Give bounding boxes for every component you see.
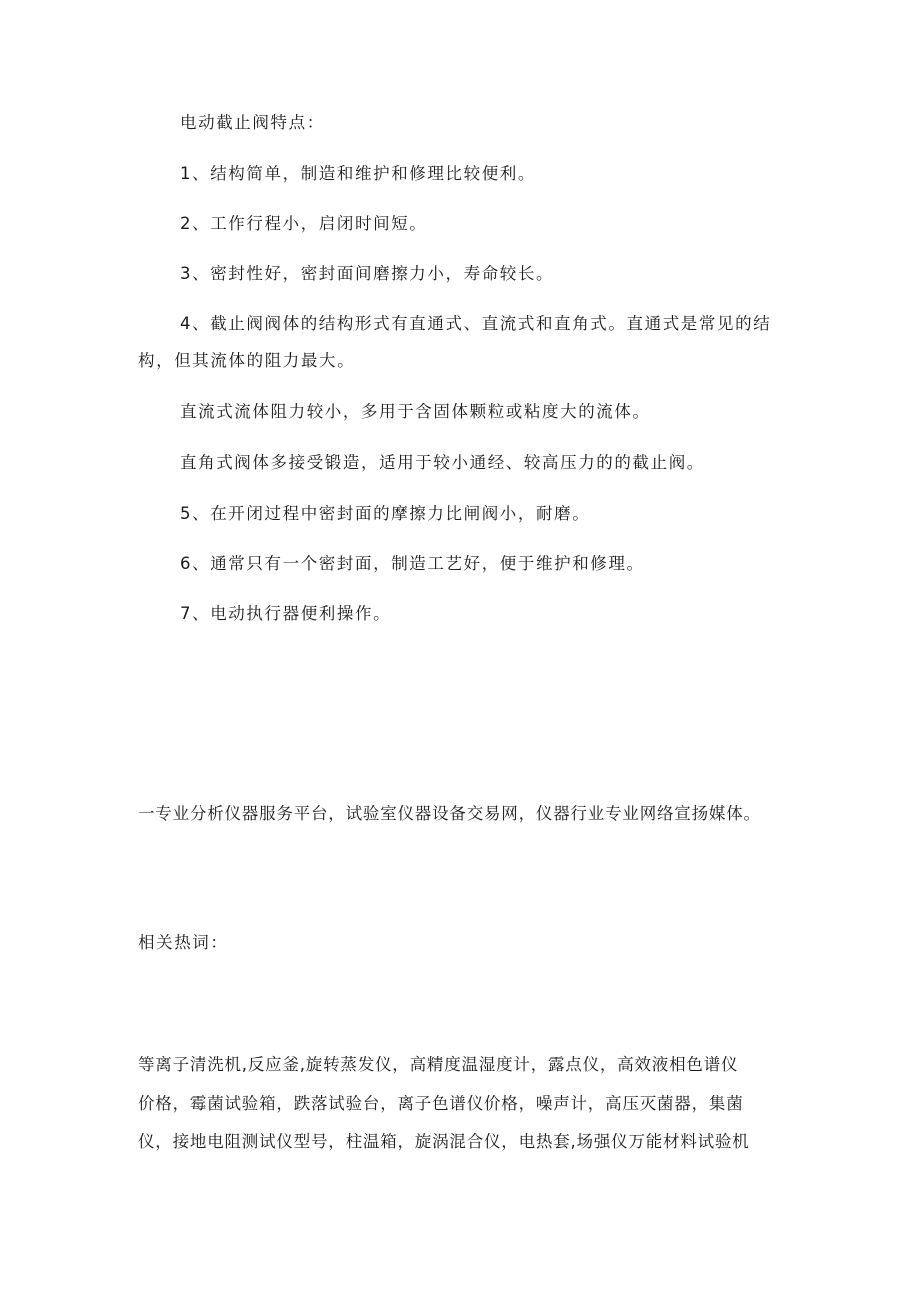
section-title: 电动截止阀特点： (180, 113, 325, 132)
feature-item-4-straight-flow: 直流式流体阻力较小，多用于含固体颗粒或粘度大的流体。 (180, 402, 651, 421)
feature-item-4-line-2: 构，但其流体的阻力最大。 (138, 351, 356, 370)
feature-item-6: 6、通常只有一个密封面，制造工艺好，便于维护和修理。 (180, 554, 645, 573)
keywords-heading: 相关热词： (138, 933, 229, 952)
feature-item-3: 3、密封性好，密封面间磨擦力小，寿命较长。 (180, 264, 555, 283)
keywords-line-1: 等离子清洗机,反应釜,旋转蒸发仪，高精度温湿度计，露点仪，高效液相色谱仪 (138, 1055, 739, 1074)
keywords-line-2: 价格，霉菌试验箱，跌落试验台，离子色谱仪价格，噪声计，高压灭菌器，集菌 (138, 1094, 744, 1113)
feature-item-2: 2、工作行程小，启闭时间短。 (180, 214, 428, 233)
feature-item-4-angle-body: 直角式阀体多接受锻造，适用于较小通经、较高压力的的截止阀。 (180, 453, 705, 472)
platform-description: 一专业分析仪器服务平台，试验室仪器设备交易网，仪器行业专业网络宣扬媒体。 (138, 804, 761, 823)
keywords-line-3: 仪，接地电阻测试仪型号，柱温箱，旋涡混合仪，电热套,场强仪万能材料试验机 (138, 1132, 750, 1151)
feature-item-7: 7、电动执行器便利操作。 (180, 604, 392, 623)
feature-item-5: 5、在开闭过程中密封面的摩擦力比闸阀小，耐磨。 (180, 504, 591, 523)
feature-item-1: 1、结构简单，制造和维护和修理比较便利。 (180, 164, 536, 183)
feature-item-4-line-1: 4、截止阀阀体的结构形式有直通式、直流式和直角式。直通式是常见的结 (180, 314, 772, 333)
